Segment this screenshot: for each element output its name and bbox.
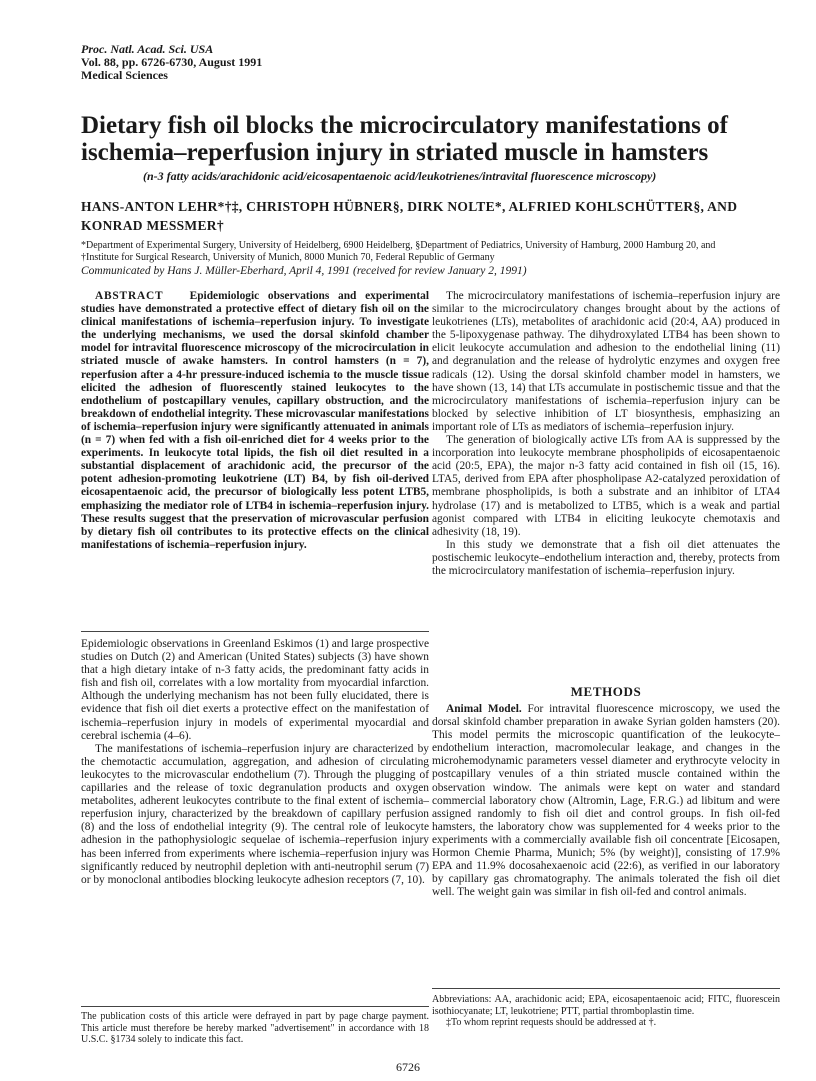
- footnote-divider: [81, 1006, 429, 1007]
- abbreviations: Abbreviations: AA, arachidonic acid; EPA, eicosapentaenoic acid; FITC, fluorescein isothiocyanate; LT, leukotriene; PTT, partial thromboplastin time.: [432, 994, 780, 1017]
- advertisement-footnote: The publication costs of this article were defrayed in part by page charge payment. This article must therefore be hereby marked "advertisement" in accordance with 18 U.S.C. §1734 solely to indicate this fact.: [81, 1011, 429, 1045]
- paragraph: The microcirculatory manifestations of ischemia–reperfusion injury are similar to the microcirculatory changes brought about by the actions of leukotrienes (LTs), metabolites of arachidonic acid (20:4, AA) produced in the 5-lipoxygenase pathway. The dihydroxylated LTB4 has been shown to elicit leukocyte accumulation and adhesion to the endothelial lining (11) and degranulation and the release of hydrolytic enzymes and oxygen free radicals (12). Using the dorsal skinfold chamber model in hamsters, we have shown (13, 14) that LTs accumulate in postischemic tissue and that the microcirculatory manifestations of ischemia–reperfusion injury can be blocked by selective inhibition of LT biosynthesis, emphasizing an important role of LTs as mediators of ischemia–reperfusion injury.: [432, 290, 780, 433]
- footnote-divider: [432, 988, 780, 989]
- paragraph: The manifestations of ischemia–reperfusion injury are characterized by the chemotactic accumulation, aggregation, and adhesion of circulating leukocytes to the microvascular endothelium (7). Through the plugging of capillaries and the release of toxic degranulation products and oxygen metabolites, adherent leukocytes contribute to the final extent of ischemia–reperfusion injury, characterized by the breakdown of capillary perfusion (8) and the loss of endothelial integrity (9). The central role of leukocyte adhesion in the pathophysiologic sequelae of ischemia–reperfusion injury has been inferred from experiments where ischemia–reperfusion injury was significantly reduced by neutrophil depletion with anti-neutrophil serum (7) or by monoclonal antibodies blocking leukocyte adhesion receptors (7, 10).: [81, 742, 429, 886]
- journal-section: Medical Sciences: [81, 68, 168, 82]
- communicated-by: Communicated by Hans J. Müller-Eberhard, April 4, 1991 (received for review January 2, 1991): [81, 265, 527, 277]
- affiliations: *Department of Experimental Surgery, University of Heidelberg, 6900 Heidelberg, §Department of Pediatrics, University of Hamburg, 2000 Hamburg 20, and †Institute for Surgical Research, University of Munich, 8000 Munich 70, Federal Republic of Germany: [81, 240, 716, 263]
- page-number: 6726: [396, 1060, 420, 1074]
- journal-volume: Vol. 88, pp. 6726-6730, August 1991: [81, 55, 263, 69]
- abstract-heading: ABSTRACT: [95, 290, 164, 302]
- intro-left-column: [81, 638, 429, 887]
- paragraph: In this study we demonstrate that a fish oil diet attenuates the postischemic leukocyte–endothelium interaction and, thereby, protects from the microcirculatory manifestation of ischemia–reperfusion injury.: [432, 538, 780, 577]
- journal-header: [81, 43, 262, 82]
- methods-text: For intravital fluorescence microscopy, we used the dorsal skinfold chamber preparation in awake Syrian golden hamsters (20). This model permits the microscopic quantification of the leukocyte–endothelium interaction, macromolecular leakage, and changes in the microhemodynamic parameters vessel diameter and erythrocyte velocity in postcapillary venules of a thin striated muscle contained within the observation window. The animals were kept on water and standard commercial laboratory chow (Altromin, Lage, F.R.G.) ad libitum and were assigned randomly to fish oil diet and control groups. In fish oil-fed hamsters, the laboratory chow was supplemented for 4 weeks prior to the experiments with a commercially available fish oil concentrate [Eicosapen, Hormon Chemie Pharma, Munich; 5% (by weight)], consisting of 17.9% EPA and 11.9% docosahexaenoic acid (22:6), as verified in our laboratory by capillary gas chromatography. The animals tolerated the fish oil diet well. The weight gain was similar in fish oil-fed and control animals.: [432, 703, 780, 899]
- methods-runin: Animal Model.: [446, 703, 522, 715]
- journal-name: Proc. Natl. Acad. Sci. USA: [81, 42, 214, 56]
- abstract: [81, 290, 429, 552]
- paragraph: The generation of biologically active LTs from AA is suppressed by the incorporation into leukocyte membrane phospholipids of eicosapentaenoic acid (20:5, EPA), the major n-3 fatty acid contained in fish oil (15, 16). LTA5, derived from EPA after phospholipase A2-catalyzed peroxidation of membrane phospholipids, is both a substrate and an inhibitor of LTA4 hydrolase (17) and is metabolized to LTB5, which is a weak and partial agonist compared with LTB4 in eliciting leukocyte chemotaxis and adhesivity (18, 19).: [432, 434, 780, 538]
- methods-section: [432, 703, 780, 899]
- reprint-note: ‡To whom reprint requests should be addressed at †.: [446, 1017, 657, 1028]
- abstract-text: Epidemiologic observations and experimental studies have demonstrated a protective effect of dietary fish oil on the clinical manifestations of ischemia–reperfusion injury. To investigate the underlying mechanisms, we used the dorsal skinfold chamber model for intravital fluorescence microscopy of the microcirculation in striated muscle of awake hamsters. In control hamsters (n = 7), reperfusion after a 4-hr pressure-induced ischemia to the muscle tissue elicited the adhesion of fluorescently stained leukocytes to the endothelium of postcapillary venules, capillary obstruction, and the breakdown of endothelial integrity. These microvascular manifestations of ischemia–reperfusion injury were significantly attenuated in animals (n = 7) when fed with a fish oil-enriched diet for 4 weeks prior to the experiments. In leukocyte total lipids, the fish oil diet resulted in a substantial displacement of arachidonic acid, the precursor of the potent adhesion-promoting leukotriene (LT) B4, by fish oil-derived eicosapentaenoic acid, the precursor of biologically less potent LTB5, emphasizing the mediator role of LTB4 in ischemia–reperfusion injury. These results suggest that the preservation of microvascular perfusion by dietary fish oil contributes to its protective effects on the clinical manifestations of ischemia–reperfusion injury.: [81, 290, 429, 551]
- methods-heading: METHODS: [570, 684, 642, 699]
- authors: HANS-ANTON LEHR*†‡, CHRISTOPH HÜBNER§, DIRK NOLTE*, ALFRIED KOHLSCHÜTTER§, AND KONRAD MESSMER†: [81, 199, 738, 233]
- abbreviations-footnote: [432, 994, 780, 1029]
- paper-title: Dietary fish oil blocks the microcirculatory manifestations of ischemia–reperfusion injury in striated muscle in hamsters: [81, 112, 728, 166]
- abstract-divider: [81, 631, 429, 632]
- intro-right-column: [432, 290, 780, 578]
- paragraph: Epidemiologic observations in Greenland Eskimos (1) and large prospective studies on Dutch (2) and American (United States) subjects (3) have shown that a high dietary intake of n-3 fatty acids, the predominant fatty acids in fish and fish oil, correlates with a low mortality from myocardial infarction. Although the underlying mechanism has not been fully elucidated, there is evidence that fish oil diet exerts a protective effect on the manifestation of ischemia–reperfusion injury in models of experimental myocardial and cerebral ischemia (4–6).: [81, 638, 429, 742]
- keywords: (n-3 fatty acids/arachidonic acid/eicosapentaenoic acid/leukotrienes/intravital fluorescence microscopy): [143, 169, 657, 183]
